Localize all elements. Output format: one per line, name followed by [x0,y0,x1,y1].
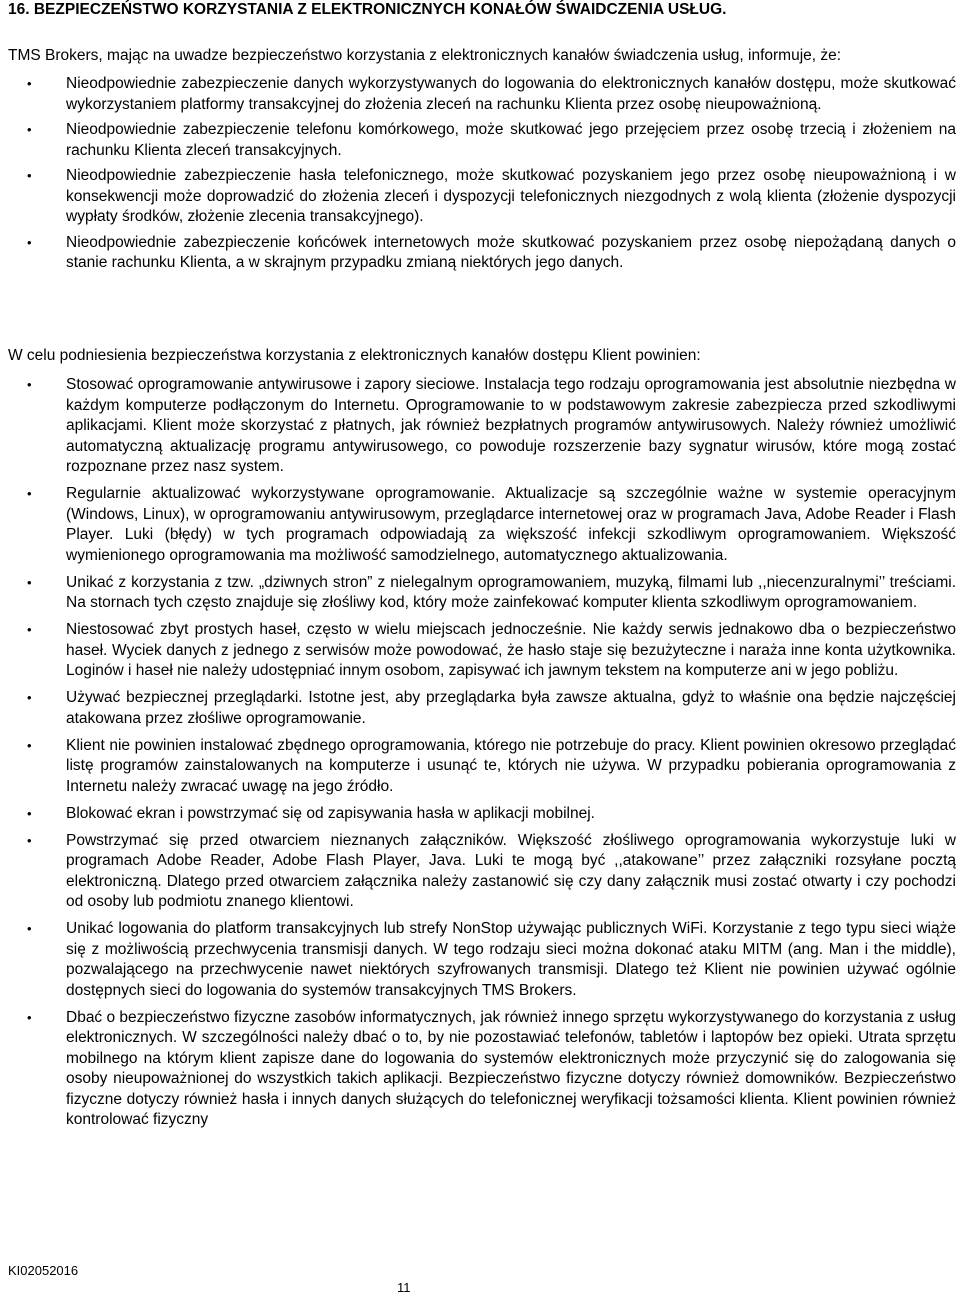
bullet-icon: • [27,805,32,821]
list-item [0,573,956,614]
bullet-icon: • [27,486,32,501]
list-item [0,484,956,566]
list-item-text: Dbać o bezpieczeństwo fizyczne zasobów informatycznych, jak również innego sprzętu wykorzystywanego do korzystania z usług elektronicznych. W szczególności należy dbać o to, by nie pozostawiać telefonów, tabletów i laptopów bez opieki. Utrata sprzętu mobilnego na którym klient zapisze dane do logowania do systemów elektronicznych może przyczynić się do zalogowania się osoby nieupoważnionej do wszystkich takich aplikacji. Bezpieczeństwo fizyczne dotyczy również domowników. Bezpieczeństwo fizyczne dotyczy również hasła i innych danych służących do telefonicznej weryfikacji tożsamości klienta. Klient powinien również kontrolować fizyczny [66,1008,956,1128]
risks-list [0,74,960,279]
list-item [0,120,956,161]
list-item [0,620,956,682]
list-item [0,919,956,1001]
list-item-text: Unikać z korzystania z tzw. „dziwnych stron” z nielegalnym oprogramowaniem, muzyką, filmami lub ,,niecenzuralnymi’’ treściami. Na stornach tych często znajduje się złośliwy kod, który może zainfekować komputer klienta szkodliwym oprogramowaniem. [66,573,956,611]
bullet-icon: • [27,168,32,183]
bullet-icon: • [27,622,32,637]
list-item-text: Stosować oprogramowanie antywirusowe i zapory sieciowe. Instalacja tego rodzaju oprogramowania jest absolutnie niezbędna w każdym komputerze podłączonym do Internetu. Oprogramowanie to w podstawowym zakresie zabezpiecza przed szkodliwymi aplikacjami. Klient może skorzystać z płatnych, jak również bezpłatnych programów antywirusowych. Należy również umożliwić automatyczną aktualizację programu antywirusowego, co powoduje rozszerzenie bazy sygnatur wirusów, które mogą zostać rozpoznane przez nasz system. [66,376,956,475]
list-item-text: Powstrzymać się przed otwarciem nieznanych załączników. Większość złośliwego oprogramowania wykorzystuje luki w programach Adobe Reader, Adobe Flash Player, Java. Luki te mogą być ,,atakowane’’ przez załączniki rozsyłane pocztą elektroniczną. Dlatego przed otwarciem załącznika należy zastanowić się czy dany załącznik musi zostać otwarty i czy pochodzi od osoby lub podmiotu znanego klientowi. [66,831,956,910]
recommendations-list [0,375,960,1137]
list-item-text: Nieodpowiednie zabezpieczenie telefonu komórkowego, może skutkować jego przejęciem przez osobę trzecią i złożeniem na rachunku Klienta zleceń transakcyjnych. [66,121,956,159]
bullet-icon: • [27,122,32,137]
list-item [0,736,956,798]
bullet-icon: • [27,832,32,848]
list-item-text: Nieodpowiednie zabezpieczenie hasła telefonicznego, może skutkować pozyskaniem jego przez osobę nieupoważnioną i w konsekwencji może doprowadzić do złożenia zleceń i dyspozycji telefonicznych niezgodnych z wolą klienta (złożenie dyspozycji wypłaty środków, złożenie zlecenia transakcyjnego). [66,167,956,225]
bullet-icon: • [27,234,32,250]
list-item [0,804,956,825]
list-item [0,166,956,228]
list-item-text: Używać bezpiecznej przeglądarki. Istotne jest, aby przeglądarka była zawsze aktualna, gdyż to właśnie ona będzie najczęściej atakowana przez złośliwe oprogramowanie. [66,689,956,727]
recommendations-intro: W celu podniesienia bezpieczeństwa korzystania z elektronicznych kanałów dostępu Klient powinien: [8,347,701,364]
list-item-text: Blokować ekran i powstrzymać się od zapisywania hasła w aplikacji mobilnej. [66,804,595,822]
page-number: 11 [397,1280,411,1295]
list-item [0,74,956,115]
section-heading: 16. BEZPIECZEŃSTWO KORZYSTANIA Z ELEKTRONICZNYCH KONAŁÓW ŚWAIDCZENIA USŁUG. [8,1,727,18]
list-item [0,831,956,913]
list-item [0,1008,956,1131]
bullet-icon: • [27,76,32,91]
list-item [0,375,956,478]
list-item-text: Regularnie aktualizować wykorzystywane oprogramowanie. Aktualizacje są szczególnie ważne w systemie operacyjnym (Windows, Linux), w oprogramowaniu antywirusowym, przeglądarce internetowej oraz w programach Java, Adobe Reader i Flash Player. Luki (błędy) w tych programach odpowiadają za większość infekcji szkodliwym oprogramowaniem. Większość wymienionego oprogramowania ma możliwość samodzielnego, automatycznego aktualizowania. [66,485,956,564]
document-id: KI02052016 [8,1263,79,1278]
list-item-text: Nieodpowiednie zabezpieczenie danych wykorzystywanych do logowania do elektronicznych kanałów dostępu, może skutkować wykorzystaniem platformy transakcyjnej do złożenia zleceń na rachunku Klienta przez osobę nieupoważnioną. [66,75,956,113]
list-item-text: Unikać logowania do platform transakcyjnych lub strefy NonStop używając publicznych WiFi. Korzystanie z tego typu sieci wiąże się z możliwością przechwycenia transmisji danych. W tego rodzaju sieci można dokonać ataku MITM (ang. Man i the middle), pozwalającego na przechwycenie nawet niektórych szyfrowanych transmisji. Dlatego też Klient nie powinien używać ogólnie dostępnych sieci do logowania do systemów transakcyjnych TMS Brokers. [66,920,956,999]
bullet-icon: • [27,690,32,705]
list-item-text: Nieodpowiednie zabezpieczenie końcówek internetowych może skutkować pozyskaniem przez osobę niepożądaną danych o stanie rachunku Klienta, a w skrajnym przypadku zmianą niektórych jego danych. [66,233,956,271]
bullet-icon: • [27,921,32,936]
bullet-icon: • [27,737,32,753]
list-item [0,233,956,274]
intro-paragraph: TMS Brokers, mając na uwadze bezpieczeństwo korzystania z elektronicznych kanałów świadczenia usług, informuje, że: [8,47,842,64]
bullet-icon: • [27,377,32,392]
list-item-text: Klient nie powinien instalować zbędnego oprogramowania, którego nie potrzebuje do pracy. Klient powinien okresowo przeglądać listę programów zainstalowanych na komputerze i usunąć te, których nie używa. W przypadku pobierania oprogramowania z Internetu należy zwracać uwagę na jego źródło. [66,736,956,795]
bullet-icon: • [27,1009,32,1025]
bullet-icon: • [27,574,32,590]
list-item-text: Niestosować zbyt prostych haseł, często w wielu miejscach jednocześnie. Nie każdy serwis jednakowo dba o bezpieczeństwo haseł. Wyciek danych z jednego z serwisów może powodować, że hasło staje się bezużyteczne i naraża inne konta użytkownika. Loginów i haseł nie należy udostępniać innym osobom, zapisywać ich jawnym tekstem na komputerze ani w jego pobliżu. [66,621,956,679]
list-item [0,688,956,729]
